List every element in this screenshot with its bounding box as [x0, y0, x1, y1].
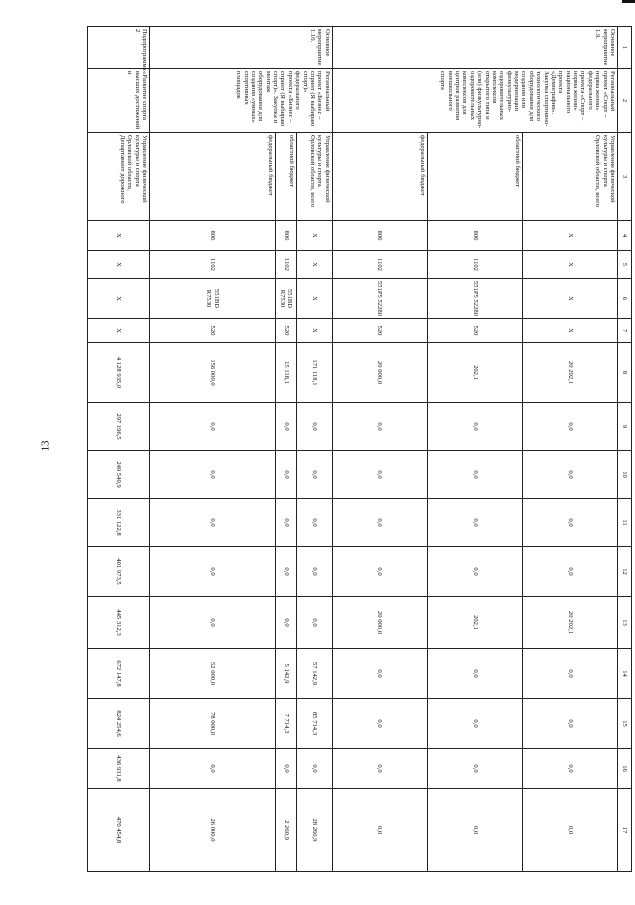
table-cell: 26 000,0 [149, 789, 275, 872]
table-cell: 331 122,8 [88, 499, 150, 547]
table-cell: 4 128 935,0 [88, 343, 150, 403]
table-cell: 0,0 [149, 403, 275, 451]
table-cell: 0,0 [332, 403, 427, 451]
table-cell: 0,0 [149, 749, 275, 789]
col-header: 16 [618, 749, 632, 789]
table-cell: 0,0 [332, 547, 427, 597]
col-header: 1 [618, 27, 632, 69]
table-cell: 20 202,1 [522, 597, 617, 649]
col-header: 13 [618, 597, 632, 649]
col-header: 15 [618, 699, 632, 749]
table-cell: 1102 [275, 251, 296, 279]
activity-name-cell: «Развитие спорта высших достижений и [88, 69, 150, 133]
table-cell: 0,0 [149, 451, 275, 499]
table-cell: X [297, 221, 333, 251]
source-cell: Управление физической культуры и спорта Орловской области, Департамент дорожного [88, 133, 150, 221]
table-cell: 0,0 [522, 789, 617, 872]
table-cell: X [297, 251, 333, 279]
table-cell: 806 [275, 221, 296, 251]
activity-name-cell: Региональный проект «Спорт – норма жизни» федерального проекта «Спорт – норма жизни» национального проекта «Демография». Закупка спортивно-технологического оборудования для создания или модернизации физкультурно-оздоровительных комплексов открытого типа и (или) физкультурно-оздоровительных комплексов для центров развития внешкольного спорта [332, 69, 617, 133]
col-header: 17 [618, 789, 632, 872]
table-cell: 551P5 52280 [427, 279, 522, 319]
table-cell: 202,1 [427, 597, 522, 649]
table-cell: 0,0 [149, 547, 275, 597]
table-cell: 0,0 [522, 499, 617, 547]
table-cell: 0,0 [427, 403, 522, 451]
rotated-table-area [87, 26, 632, 871]
table-cell: 0,0 [275, 499, 296, 547]
table-cell: 0,0 [297, 597, 333, 649]
table-cell: X [88, 279, 150, 319]
table-cell: 470 454,8 [88, 789, 150, 872]
table-cell: X [88, 251, 150, 279]
col-header: 6 [618, 279, 632, 319]
col-header: 7 [618, 319, 632, 343]
header-row [618, 27, 632, 872]
table-cell: 0,0 [149, 499, 275, 547]
table-cell: 7 714,3 [275, 699, 296, 749]
table-cell: 0,0 [332, 789, 427, 872]
table-cell: 0,0 [332, 499, 427, 547]
table-cell: 445 312,3 [88, 597, 150, 649]
table-cell: 0,0 [522, 547, 617, 597]
table-cell: 806 [149, 221, 275, 251]
table-cell: 5 142,9 [275, 649, 296, 699]
table-cell: 806 [427, 221, 522, 251]
source-cell: федеральный бюджет [149, 133, 275, 221]
table-cell: X [88, 319, 150, 343]
table-cell: 0,0 [427, 499, 522, 547]
table-cell: 0,0 [427, 789, 522, 872]
table-cell: X [522, 319, 617, 343]
table-cell: 0,0 [275, 749, 296, 789]
table-cell: 52 000,0 [149, 649, 275, 699]
table-cell: 672 147,8 [88, 649, 150, 699]
table-cell: 171 118,1 [297, 343, 333, 403]
col-header: 3 [618, 133, 632, 221]
activity-cell: Основное мероприятие 1.9. [332, 27, 617, 69]
table-cell: 0,0 [427, 749, 522, 789]
table-row [275, 27, 296, 872]
table-cell: X [297, 319, 333, 343]
table-cell: 0,0 [297, 403, 333, 451]
table-cell: 0,0 [275, 403, 296, 451]
table-cell: 824 254,6 [88, 699, 150, 749]
activity-cell: Подпрограмма 2 [88, 27, 150, 69]
activity-cell: Основное мероприятие 1.10. [149, 27, 332, 69]
table-cell: 806 [332, 221, 427, 251]
table-cell: X [522, 221, 617, 251]
table-row [427, 27, 522, 872]
col-header: 10 [618, 451, 632, 499]
table-cell: 0,0 [332, 749, 427, 789]
activity-name-cell: Региональный проект «Бизнес – спринт (Я выбираю спорт)» федерального проекта «Бизнес – спринт (Я выбираю спорт)». Закупка и монтаж оборудования для создания «умных» спортивных площадок [149, 69, 332, 133]
table-cell: 551BD R7530 [149, 279, 275, 319]
table-cell: 520 [427, 319, 522, 343]
table-cell: 57 142,9 [297, 649, 333, 699]
col-header: 4 [618, 221, 632, 251]
table-cell: 436 931,8 [88, 749, 150, 789]
table-cell: 0,0 [427, 451, 522, 499]
source-cell: областной бюджет [427, 133, 522, 221]
table-cell: 0,0 [332, 699, 427, 749]
table-cell: 0,0 [297, 749, 333, 789]
source-cell: Управление физической культуры и спорта Орловской области, всего [297, 133, 333, 221]
table-cell: 520 [149, 319, 275, 343]
table-cell: 0,0 [297, 451, 333, 499]
source-cell: областной бюджет [275, 133, 296, 221]
page-number: 13 [39, 440, 52, 452]
col-header: 11 [618, 499, 632, 547]
table-cell: 1102 [149, 251, 275, 279]
table-cell: 156 000,0 [149, 343, 275, 403]
table-cell: 0,0 [427, 547, 522, 597]
table-cell: 2 260,9 [275, 789, 296, 872]
table-cell: 0,0 [332, 649, 427, 699]
source-cell: федеральный бюджет [332, 133, 427, 221]
table-cell: 0,0 [522, 749, 617, 789]
col-header: 14 [618, 649, 632, 699]
table-cell: X [522, 251, 617, 279]
col-header: 8 [618, 343, 632, 403]
table-cell: 20 000,0 [332, 597, 427, 649]
table-cell: 0,0 [522, 699, 617, 749]
table-cell: 1102 [332, 251, 427, 279]
table-cell: 0,0 [427, 649, 522, 699]
table-row [149, 27, 275, 872]
table-row [332, 27, 427, 872]
col-header: 5 [618, 251, 632, 279]
corner-mark [622, 0, 635, 3]
table-cell: 20 202,1 [522, 343, 617, 403]
table-cell: 28 260,9 [297, 789, 333, 872]
col-header: 12 [618, 547, 632, 597]
table-cell: 520 [332, 319, 427, 343]
budget-table [87, 26, 632, 872]
table-cell: 0,0 [522, 403, 617, 451]
table-cell: 0,0 [332, 451, 427, 499]
table-cell: 0,0 [522, 451, 617, 499]
table-cell: 0,0 [297, 499, 333, 547]
table-cell: 20 000,0 [332, 343, 427, 403]
table-cell: 551P5 52280 [332, 279, 427, 319]
table-cell: X [522, 279, 617, 319]
table-cell: 520 [275, 319, 296, 343]
table-cell: 297 196,5 [88, 403, 150, 451]
table-cell: 0,0 [275, 547, 296, 597]
table-cell: 249 540,9 [88, 451, 150, 499]
table-cell: X [297, 279, 333, 319]
table-cell: 78 000,0 [149, 699, 275, 749]
table-cell: 0,0 [427, 699, 522, 749]
table-cell: 401 973,5 [88, 547, 150, 597]
table-cell: 551BD R7530 [275, 279, 296, 319]
table-cell: 15 118,1 [275, 343, 296, 403]
table-row [522, 27, 617, 872]
table-cell: X [88, 221, 150, 251]
table-cell: 1102 [427, 251, 522, 279]
table-cell: 0,0 [275, 597, 296, 649]
table-cell: 0,0 [149, 597, 275, 649]
table-cell: 0,0 [297, 547, 333, 597]
source-cell: Управление физической культуры и спорта Орловской области, всего [522, 133, 617, 221]
table-cell: 85 714,3 [297, 699, 333, 749]
col-header: 9 [618, 403, 632, 451]
table-row [88, 27, 150, 872]
col-header: 2 [618, 69, 632, 133]
table-cell: 0,0 [522, 649, 617, 699]
table-cell: 0,0 [275, 451, 296, 499]
table-row [297, 27, 333, 872]
table-cell: 202,1 [427, 343, 522, 403]
